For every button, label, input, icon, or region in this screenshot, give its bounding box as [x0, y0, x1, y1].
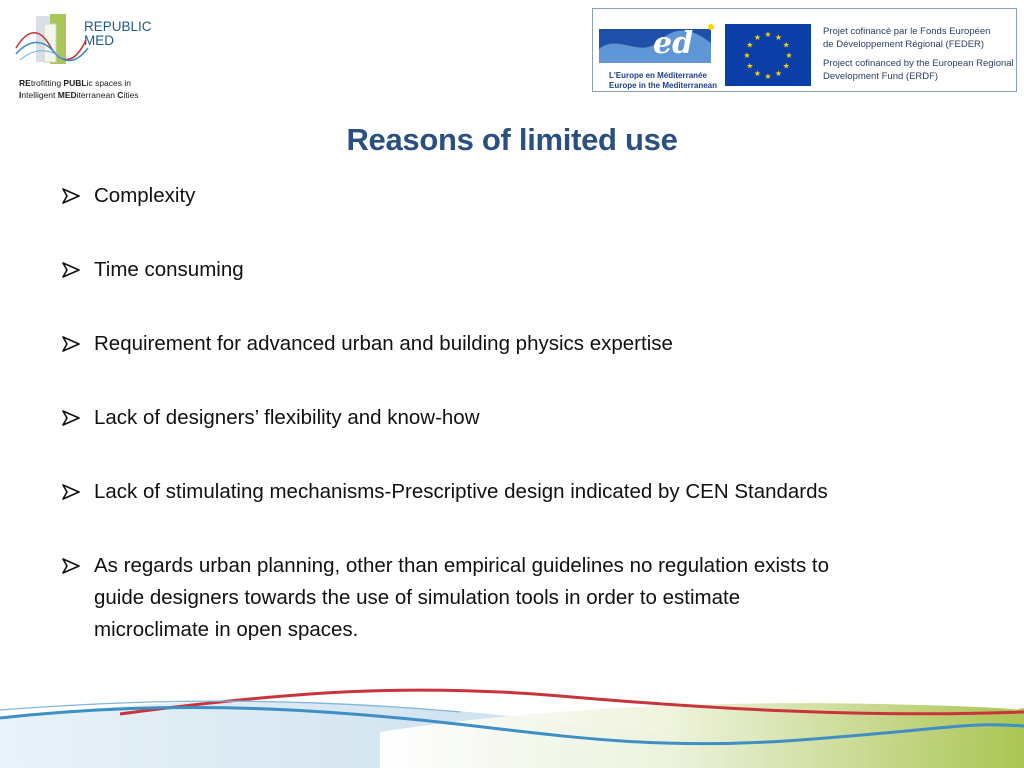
- eu-star-icon: ★: [746, 40, 754, 50]
- arrowhead-icon: [62, 484, 80, 500]
- med-caption-line1: L'Europe en Méditerranée: [609, 71, 707, 80]
- med-logo-icon: [599, 23, 717, 63]
- logo-tagline: [19, 77, 139, 101]
- svg-text:ed: ed: [653, 26, 694, 61]
- logo-name-line2: MED: [84, 33, 114, 48]
- slide-title: Reasons of limited use: [346, 122, 678, 157]
- arrowhead-icon: [62, 188, 80, 204]
- bullet-text: Lack of stimulating mechanisms-Prescriptive design indicated by CEN Standards: [94, 480, 828, 503]
- logo-name-line1: REPUBLIC: [84, 19, 152, 34]
- logo-tagline-line2: Intelligent MEDiterranean Cities: [19, 90, 139, 100]
- eu-funding-text: [823, 25, 1014, 83]
- bullet-text: Requirement for advanced urban and building physics expertise: [94, 332, 673, 355]
- eu-star-icon: ★: [764, 30, 772, 39]
- eu-stars: [725, 24, 811, 86]
- bullet-text: Complexity: [94, 184, 196, 207]
- republic-med-logo: [14, 12, 174, 104]
- bullet-list: [62, 180, 962, 646]
- bullet-item: [62, 328, 962, 360]
- eu-text-fr-line2: de Développement Régional (FEDER): [823, 39, 985, 50]
- med-caption-line2: Europe in the Mediterranean: [609, 81, 718, 90]
- eu-star-icon: ★: [774, 32, 783, 42]
- eu-text-fr-line1: Projet cofinancé par le Fonds Européen: [823, 26, 991, 37]
- logo-name: [84, 20, 152, 48]
- bullet-item: [62, 254, 962, 286]
- eu-star-icon: ★: [774, 69, 783, 79]
- arrowhead-icon: [62, 410, 80, 426]
- arrowhead-icon: [62, 558, 80, 574]
- bullet-text: Lack of designers’ flexibility and know-how: [94, 406, 480, 429]
- bullet-item: [62, 402, 962, 434]
- bullet-item: [62, 550, 962, 646]
- eu-star-icon: ★: [753, 69, 762, 79]
- eu-funding-panel: [592, 8, 1017, 92]
- bullet-item: [62, 476, 962, 508]
- eu-text-en-line2: Development Fund (ERDF): [823, 71, 939, 82]
- eu-star-icon: ★: [782, 40, 790, 50]
- eu-star-icon: ★: [753, 32, 762, 42]
- eu-flag-icon: [725, 24, 811, 86]
- bullet-text-line1: As regards urban planning, other than empirical guidelines no regulation exists to: [94, 554, 830, 577]
- med-programme-logo: [599, 23, 718, 90]
- arrowhead-icon: [62, 336, 80, 352]
- bullet-item: [62, 180, 962, 212]
- bullet-text-line3: microclimate in open spaces.: [94, 618, 359, 641]
- logo-tagline-line1: REtrofitting PUBLic spaces in: [19, 78, 131, 88]
- bullet-text: Time consuming: [94, 258, 244, 281]
- eu-star-icon: ★: [785, 51, 793, 60]
- bullet-text-line2: guide designers towards the use of simulation tools in order to estimate: [94, 586, 741, 609]
- decorative-waves: [0, 660, 1024, 768]
- eu-text-en-line1: Project cofinanced by the European Regional: [823, 58, 1014, 69]
- republic-med-logo-icon: [14, 12, 94, 76]
- eu-star-icon: ★: [782, 61, 790, 71]
- eu-star-icon: ★: [746, 61, 754, 71]
- eu-star-icon: ★: [764, 72, 772, 81]
- med-caption: [609, 71, 717, 91]
- eu-star-icon: ★: [743, 51, 751, 60]
- arrowhead-icon: [62, 262, 80, 278]
